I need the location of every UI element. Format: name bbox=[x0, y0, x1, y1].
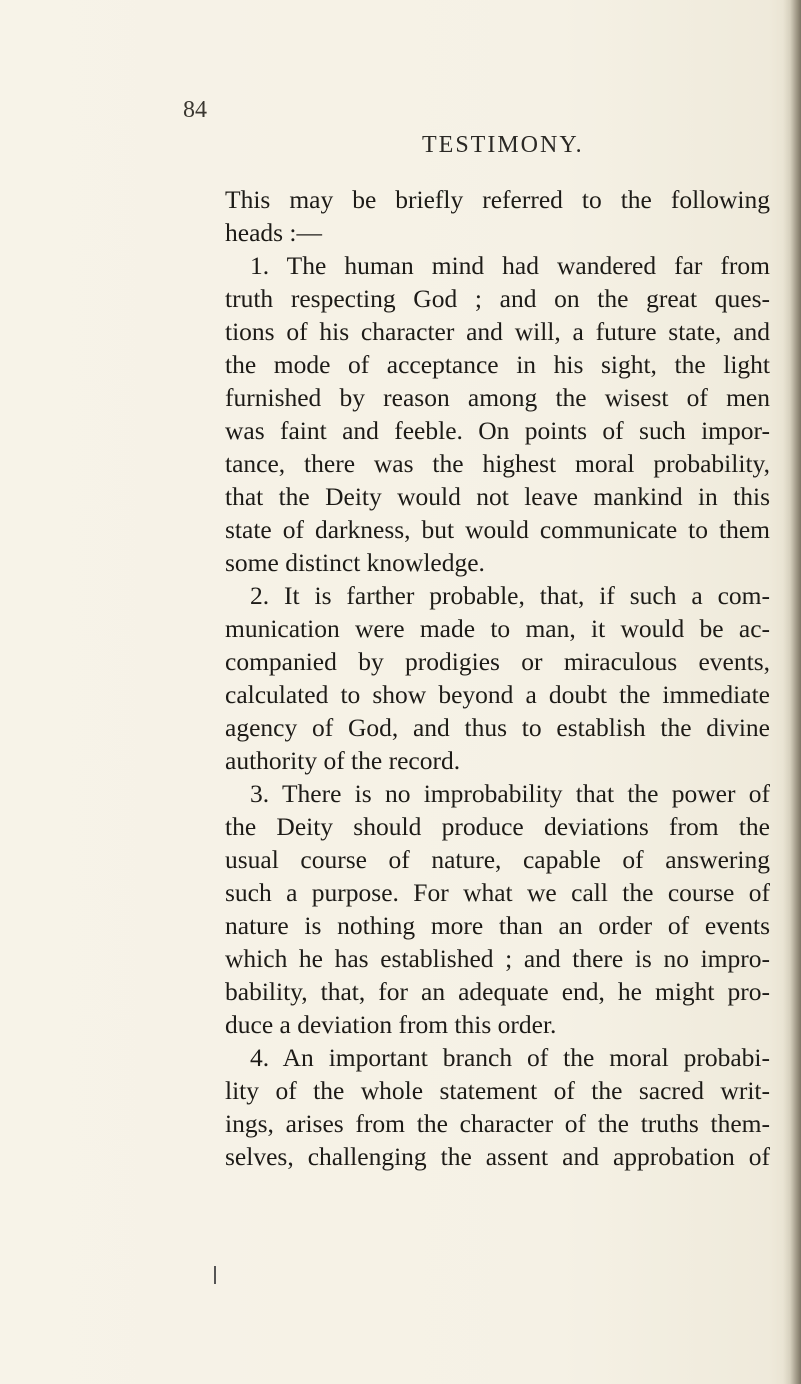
text-line: duce a deviation from this order. bbox=[225, 1010, 557, 1039]
text-line: bability, that, for an adequate end, he might pro- bbox=[225, 977, 770, 1006]
text-line: 4. An important branch of the moral probabi- bbox=[250, 1043, 770, 1072]
text-line: tions of his character and will, a future state, and bbox=[225, 317, 770, 346]
text-line: some distinct knowledge. bbox=[225, 548, 485, 577]
text-line: the mode of acceptance in his sight, the light bbox=[225, 350, 770, 379]
page-number: 84 bbox=[183, 97, 207, 123]
text-line: authority of the record. bbox=[225, 746, 461, 775]
text-line: usual course of nature, capable of answering bbox=[225, 845, 770, 874]
text-line: agency of God, and thus to establish the divine bbox=[225, 713, 770, 742]
text-line: was faint and feeble. On points of such impor- bbox=[225, 416, 770, 445]
page-edge-shadow bbox=[783, 0, 801, 1384]
text-line: heads :— bbox=[225, 218, 323, 247]
text-line: calculated to show beyond a doubt the immediate bbox=[225, 680, 770, 709]
text-line: 2. It is farther probable, that, if such a com- bbox=[250, 581, 770, 610]
text-line: furnished by reason among the wisest of men bbox=[225, 383, 770, 412]
text-line: the Deity should produce deviations from the bbox=[225, 812, 770, 841]
text-line: tance, there was the highest moral probability, bbox=[225, 449, 770, 478]
running-head: TESTIMONY. bbox=[422, 132, 584, 158]
text-line: that the Deity would not leave mankind in this bbox=[225, 482, 770, 511]
text-line: companied by prodigies or miraculous events, bbox=[225, 647, 770, 676]
text-line: lity of the whole statement of the sacred writ- bbox=[225, 1076, 770, 1105]
text-line: 3. There is no improbability that the power of bbox=[250, 779, 770, 808]
body-text bbox=[225, 183, 770, 1173]
text-line: ings, arises from the character of the truths them- bbox=[225, 1109, 770, 1138]
text-line: This may be briefly referred to the following bbox=[225, 185, 770, 214]
stray-ink-mark bbox=[214, 1266, 216, 1284]
text-line: nature is nothing more than an order of events bbox=[225, 911, 770, 940]
text-line: such a purpose. For what we call the course of bbox=[225, 878, 770, 907]
text-line: munication were made to man, it would be ac- bbox=[225, 614, 770, 643]
text-line: selves, challenging the assent and approbation of bbox=[225, 1142, 770, 1171]
text-line: truth respecting God ; and on the great ques- bbox=[225, 284, 770, 313]
text-line: state of darkness, but would communicate to them bbox=[225, 515, 770, 544]
text-line: which he has established ; and there is no impro- bbox=[225, 944, 770, 973]
text-line: 1. The human mind had wandered far from bbox=[250, 251, 770, 280]
